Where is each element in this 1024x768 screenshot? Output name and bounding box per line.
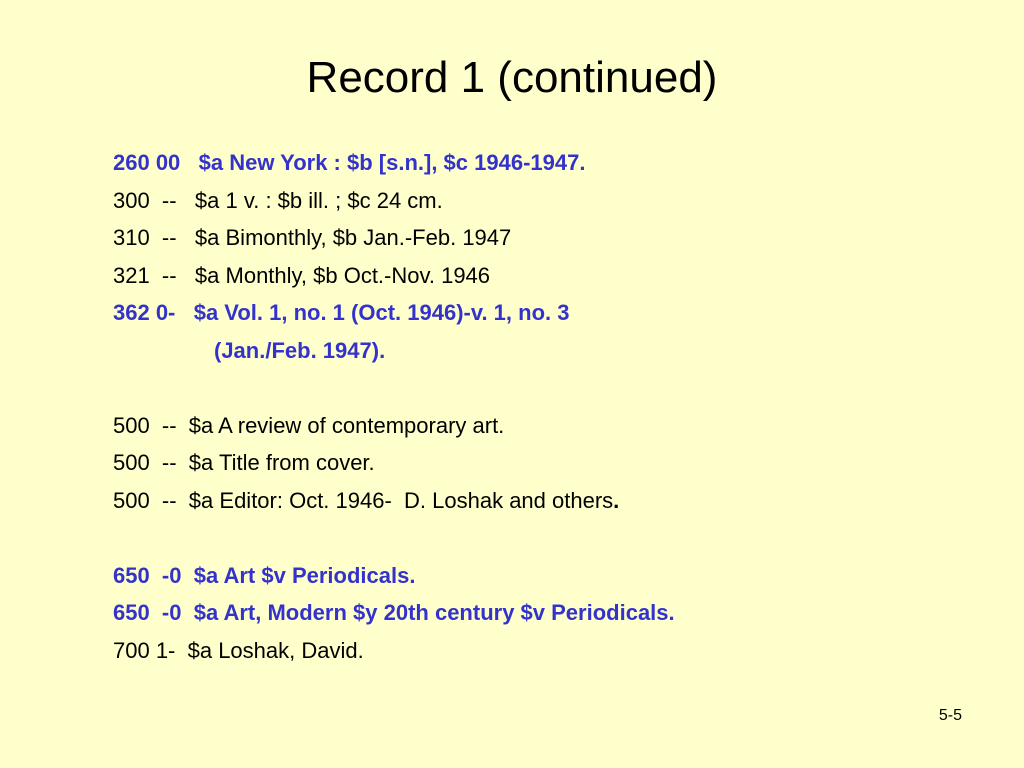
field-650-modern-art: 650 -0 $a Art, Modern $y 20th century $v Periodicals. bbox=[113, 600, 675, 625]
slide-title: Record 1 (continued) bbox=[306, 53, 718, 102]
field-362-continuation: (Jan./Feb. 1947). bbox=[214, 337, 386, 363]
field-700: 700 1- $a Loshak, David. bbox=[113, 637, 364, 663]
field-500-review: 500 -- $a A review of contemporary art. bbox=[113, 412, 505, 438]
spacer bbox=[113, 519, 973, 557]
field-650-art: 650 -0 $a Art $v Periodicals. bbox=[113, 562, 416, 588]
spacer bbox=[113, 369, 973, 407]
slide-number: 5-5 bbox=[938, 707, 962, 724]
field-500-title-source: 500 -- $a Title from cover. bbox=[113, 450, 375, 475]
marc-record bbox=[113, 144, 973, 669]
field-300: 300 -- $a 1 v. : $b ill. ; $c 24 cm. bbox=[113, 187, 443, 213]
field-321: 321 -- $a Monthly, $b Oct.-Nov. 1946 bbox=[113, 262, 491, 288]
field-500-editor bbox=[113, 482, 973, 520]
field-500-editor-period: . bbox=[613, 487, 620, 513]
field-310: 310 -- $a Bimonthly, $b Jan.-Feb. 1947 bbox=[113, 225, 512, 250]
field-260: 260 00 $a New York : $b [s.n.], $c 1946-1947. bbox=[113, 150, 586, 175]
field-500-editor-text: 500 -- $a Editor: Oct. 1946- D. Loshak and others bbox=[113, 487, 614, 513]
field-362: 362 0- $a Vol. 1, no. 1 (Oct. 1946)-v. 1, no. 3 bbox=[113, 300, 570, 325]
